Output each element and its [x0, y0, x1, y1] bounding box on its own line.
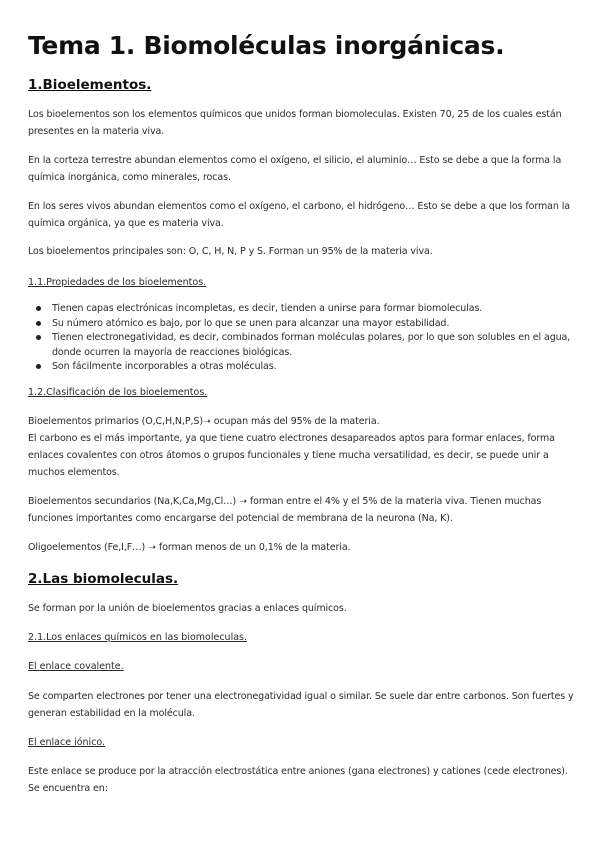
subsection-heading-clasificacion: 1.2.Clasificación de los bioelementos. — [28, 387, 208, 398]
paragraph: Oligoelementos (Fe,I,F…) ➝ forman menos de un 0,1% de la materia. — [28, 542, 351, 553]
list-item: Su número atómico es bajo, por lo que se unen para alcanzar una mayor estabilidad. — [28, 317, 576, 332]
subsection-heading-enlaces: 2.1.Los enlaces químicos en las biomoleculas. — [28, 632, 248, 643]
section-heading-bioelementos: 1.Bioelementos. — [28, 77, 152, 93]
list-item: Tienen capas electrónicas incompletas, es decir, tienden a unirse para formar biomoleculas. — [28, 302, 576, 317]
paragraph: Bioelementos primarios (O,C,H,N,P,S)➝ ocupan más del 95% de la materia. — [28, 416, 380, 427]
subsection-heading-ionico: El enlace iónico. — [28, 737, 106, 748]
subsection-heading-covalente: El enlace covalente. — [28, 661, 124, 672]
subsection-heading-propiedades: 1.1.Propiedades de los bioelementos. — [28, 277, 207, 288]
list-item: Tienen electronegatividad, es decir, combinados forman moléculas polares, por lo que son solubles en el agua, donde ocurren la mayoría de reacciones biológicas. — [28, 331, 576, 360]
paragraph: El carbono es el más importante, ya que tiene cuatro electrones desapareados aptos para formar enlaces, forma enlaces covalentes con otros átomos o grupos funcionales y tiene mucha versatilidad, es decir, se puede unir a muchos elementos. — [28, 433, 555, 478]
paragraph: Se comparten electrones por tener una electronegatividad igual o similar. Se suele dar entre carbonos. Son fuertes y generan estabilidad en la molécula. — [28, 691, 574, 719]
properties-list — [28, 302, 576, 375]
page-title: Tema 1. Biomoléculas inorgánicas. — [28, 31, 505, 60]
paragraph: En los seres vivos abundan elementos como el oxígeno, el carbono, el hidrógeno… Esto se debe a que los forman la química orgánica, ya que es materia viva. — [28, 201, 570, 229]
list-item: Son fácilmente incorporables a otras moléculas. — [28, 360, 576, 375]
paragraph: En la corteza terrestre abundan elementos como el oxígeno, el silicio, el aluminio… Esto se debe a que la forma la química inorgánica, como minerales, rocas. — [28, 155, 562, 183]
paragraph: Los bioelementos principales son: O, C, H, N, P y S. Forman un 95% de la materia viva. — [28, 246, 433, 257]
section-heading-biomoleculas: 2.Las biomoleculas. — [28, 571, 179, 587]
paragraph: Bioelementos secundarios (Na,K,Ca,Mg,Cl…) ➝ forman entre el 4% y el 5% de la materia viva. Tienen muchas funciones importantes como encargarse del potencial de membrana de la neurona (Na, K). — [28, 496, 542, 524]
paragraph: Este enlace se produce por la atracción electrostática entre aniones (gana electrones) y cationes (cede electrones). Se encuentra en: — [28, 766, 568, 794]
paragraph: Los bioelementos son los elementos químicos que unidos forman biomoleculas. Existen 70, 25 de los cuales están presentes en la materia viva. — [28, 109, 562, 137]
paragraph: Se forman por la unión de bioelementos gracias a enlaces químicos. — [28, 603, 347, 614]
